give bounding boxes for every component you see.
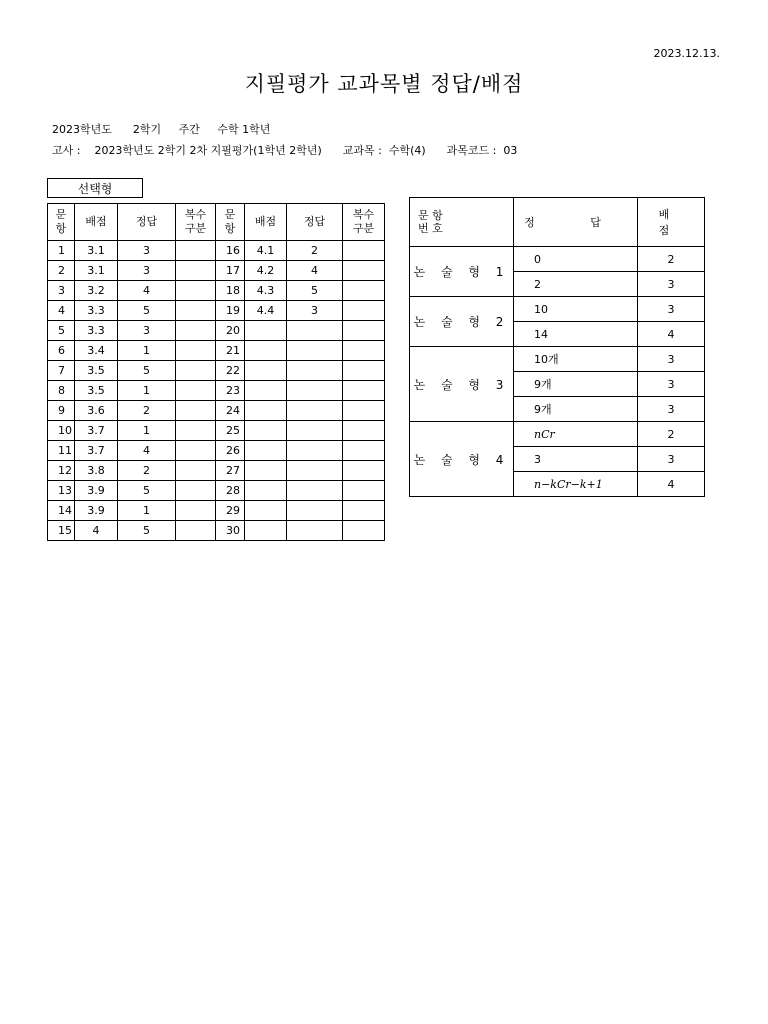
table-row [48, 281, 385, 301]
answer-cell [287, 461, 343, 481]
selective-header-row [48, 204, 385, 241]
question-number: 15 [48, 521, 75, 541]
question-number: 11 [48, 441, 75, 461]
question-number: 16 [216, 241, 245, 261]
score-cell: 3.5 [75, 361, 118, 381]
essay-answer-cell: n−kCr−k+1 [514, 472, 638, 497]
score-cell: 4.3 [245, 281, 287, 301]
score-cell: 3.5 [75, 381, 118, 401]
score-cell [245, 461, 287, 481]
answer-cell: 2 [287, 241, 343, 261]
question-number: 20 [216, 321, 245, 341]
question-number: 19 [216, 301, 245, 321]
essay-answer-table [409, 197, 705, 497]
question-number: 13 [48, 481, 75, 501]
essay-answer-cell: 0 [514, 247, 638, 272]
essay-score-cell: 3 [638, 447, 705, 472]
header-question: 문 항 [48, 204, 75, 241]
essay-score-cell: 3 [638, 372, 705, 397]
meta-line-term: 2023학년도 2학기 주간 수학 1학년 [52, 123, 271, 136]
answer-cell: 1 [118, 381, 176, 401]
multi-cell [343, 361, 385, 381]
answer-cell: 3 [287, 301, 343, 321]
essay-score-cell: 3 [638, 272, 705, 297]
question-number: 1 [48, 241, 75, 261]
answer-cell: 5 [118, 361, 176, 381]
multi-cell [176, 401, 216, 421]
question-number: 23 [216, 381, 245, 401]
question-number: 26 [216, 441, 245, 461]
header-score: 배점 [75, 204, 118, 241]
essay-header-row [410, 198, 705, 247]
question-number: 7 [48, 361, 75, 381]
table-row [48, 501, 385, 521]
question-number: 27 [216, 461, 245, 481]
score-cell: 3.6 [75, 401, 118, 421]
question-number: 10 [48, 421, 75, 441]
answer-cell: 4 [118, 281, 176, 301]
score-cell: 4.2 [245, 261, 287, 281]
multi-cell [343, 421, 385, 441]
essay-group-label: 논 술 형 1 [410, 247, 514, 297]
question-number: 30 [216, 521, 245, 541]
score-cell: 4.1 [245, 241, 287, 261]
multi-cell [176, 441, 216, 461]
score-cell [245, 361, 287, 381]
score-cell [245, 421, 287, 441]
table-row [48, 461, 385, 481]
answer-cell [287, 521, 343, 541]
multi-cell [176, 481, 216, 501]
answer-cell: 5 [118, 301, 176, 321]
question-number: 18 [216, 281, 245, 301]
score-cell [245, 321, 287, 341]
score-cell: 3.2 [75, 281, 118, 301]
question-number: 14 [48, 501, 75, 521]
table-row [48, 421, 385, 441]
answer-cell: 1 [118, 501, 176, 521]
multi-cell [176, 281, 216, 301]
multi-cell [176, 501, 216, 521]
multi-cell [343, 281, 385, 301]
table-row [48, 301, 385, 321]
answer-cell [287, 361, 343, 381]
multi-cell [176, 521, 216, 541]
answer-cell: 3 [118, 241, 176, 261]
question-number: 17 [216, 261, 245, 281]
score-cell [245, 441, 287, 461]
score-cell: 3.7 [75, 421, 118, 441]
multi-cell [176, 321, 216, 341]
answer-cell [287, 441, 343, 461]
answer-cell: 5 [118, 521, 176, 541]
page-title: 지필평가 교과목별 정답/배점 [244, 72, 524, 96]
answer-cell: 5 [287, 281, 343, 301]
question-number: 6 [48, 341, 75, 361]
question-number: 8 [48, 381, 75, 401]
essay-score-cell: 2 [638, 247, 705, 272]
selective-answer-table [47, 203, 385, 541]
answer-cell [287, 381, 343, 401]
question-number: 9 [48, 401, 75, 421]
score-cell: 3.3 [75, 301, 118, 321]
table-row [48, 341, 385, 361]
answer-cell [287, 501, 343, 521]
question-number: 3 [48, 281, 75, 301]
score-cell: 4 [75, 521, 118, 541]
question-number: 25 [216, 421, 245, 441]
essay-score-cell: 3 [638, 397, 705, 422]
header-answer: 정답 [287, 204, 343, 241]
answer-cell: 3 [118, 321, 176, 341]
table-row [48, 321, 385, 341]
answer-cell: 5 [118, 481, 176, 501]
multi-cell [176, 361, 216, 381]
score-cell: 3.7 [75, 441, 118, 461]
score-cell [245, 521, 287, 541]
answer-cell [287, 481, 343, 501]
answer-cell: 1 [118, 421, 176, 441]
score-cell: 3.8 [75, 461, 118, 481]
answer-cell: 2 [118, 401, 176, 421]
multi-cell [343, 241, 385, 261]
header-question-number: 문 항 번 호 [410, 198, 514, 247]
score-cell: 4.4 [245, 301, 287, 321]
multi-cell [343, 381, 385, 401]
table-row [410, 347, 705, 372]
score-cell [245, 501, 287, 521]
score-cell [245, 381, 287, 401]
multi-cell [343, 521, 385, 541]
question-number: 2 [48, 261, 75, 281]
answer-cell [287, 321, 343, 341]
header-answer: 정 답 [514, 198, 638, 247]
answer-cell [287, 341, 343, 361]
header-multi: 복수 구분 [176, 204, 216, 241]
essay-score-cell: 2 [638, 422, 705, 447]
table-row [48, 441, 385, 461]
table-row [48, 481, 385, 501]
multi-cell [176, 341, 216, 361]
score-cell: 3.3 [75, 321, 118, 341]
answer-cell [287, 421, 343, 441]
question-number: 21 [216, 341, 245, 361]
header-question: 문 항 [216, 204, 245, 241]
score-cell: 3.9 [75, 481, 118, 501]
essay-group-label: 논 술 형 4 [410, 422, 514, 497]
essay-answer-cell: nCr [514, 422, 638, 447]
multi-cell [176, 301, 216, 321]
table-row [410, 247, 705, 272]
table-row [410, 422, 705, 447]
essay-score-cell: 4 [638, 472, 705, 497]
table-row [48, 241, 385, 261]
essay-answer-cell: 10개 [514, 347, 638, 372]
score-cell: 3.1 [75, 241, 118, 261]
answer-cell: 4 [287, 261, 343, 281]
table-row [48, 401, 385, 421]
multi-cell [343, 321, 385, 341]
multi-cell [343, 441, 385, 461]
score-cell: 3.1 [75, 261, 118, 281]
essay-answer-cell: 10 [514, 297, 638, 322]
essay-answer-cell: 3 [514, 447, 638, 472]
question-number: 22 [216, 361, 245, 381]
answer-cell [287, 401, 343, 421]
multi-cell [343, 481, 385, 501]
question-number: 5 [48, 321, 75, 341]
document-date: 2023.12.13. [653, 47, 720, 60]
multi-cell [343, 261, 385, 281]
table-row [48, 261, 385, 281]
answer-cell: 3 [118, 261, 176, 281]
table-row [48, 521, 385, 541]
essay-answer-cell: 9개 [514, 397, 638, 422]
question-number: 4 [48, 301, 75, 321]
essay-answer-cell: 2 [514, 272, 638, 297]
header-multi: 복수 구분 [343, 204, 385, 241]
essay-group-label: 논 술 형 3 [410, 347, 514, 422]
essay-answer-cell: 14 [514, 322, 638, 347]
multi-cell [343, 301, 385, 321]
header-score: 배 점 [638, 198, 705, 247]
header-score: 배점 [245, 204, 287, 241]
answer-cell: 2 [118, 461, 176, 481]
multi-cell [176, 241, 216, 261]
score-cell [245, 481, 287, 501]
multi-cell [176, 381, 216, 401]
multi-cell [343, 501, 385, 521]
selective-section-label: 선택형 [47, 178, 143, 198]
score-cell [245, 341, 287, 361]
score-cell: 3.4 [75, 341, 118, 361]
essay-score-cell: 3 [638, 347, 705, 372]
essay-group-label: 논 술 형 2 [410, 297, 514, 347]
meta-line-exam: 고사 : 2023학년도 2학기 2차 지필평가(1학년 2학년) 교과목 : 수학(4) 과목코드 : 03 [52, 144, 518, 157]
question-number: 12 [48, 461, 75, 481]
score-cell: 3.9 [75, 501, 118, 521]
multi-cell [343, 461, 385, 481]
question-number: 24 [216, 401, 245, 421]
score-cell [245, 401, 287, 421]
answer-cell: 4 [118, 441, 176, 461]
multi-cell [176, 461, 216, 481]
multi-cell [176, 261, 216, 281]
table-row [410, 297, 705, 322]
header-answer: 정답 [118, 204, 176, 241]
question-number: 29 [216, 501, 245, 521]
answer-cell: 1 [118, 341, 176, 361]
essay-score-cell: 4 [638, 322, 705, 347]
table-row [48, 381, 385, 401]
essay-score-cell: 3 [638, 297, 705, 322]
question-number: 28 [216, 481, 245, 501]
essay-answer-cell: 9개 [514, 372, 638, 397]
multi-cell [343, 401, 385, 421]
multi-cell [343, 341, 385, 361]
multi-cell [176, 421, 216, 441]
table-row [48, 361, 385, 381]
